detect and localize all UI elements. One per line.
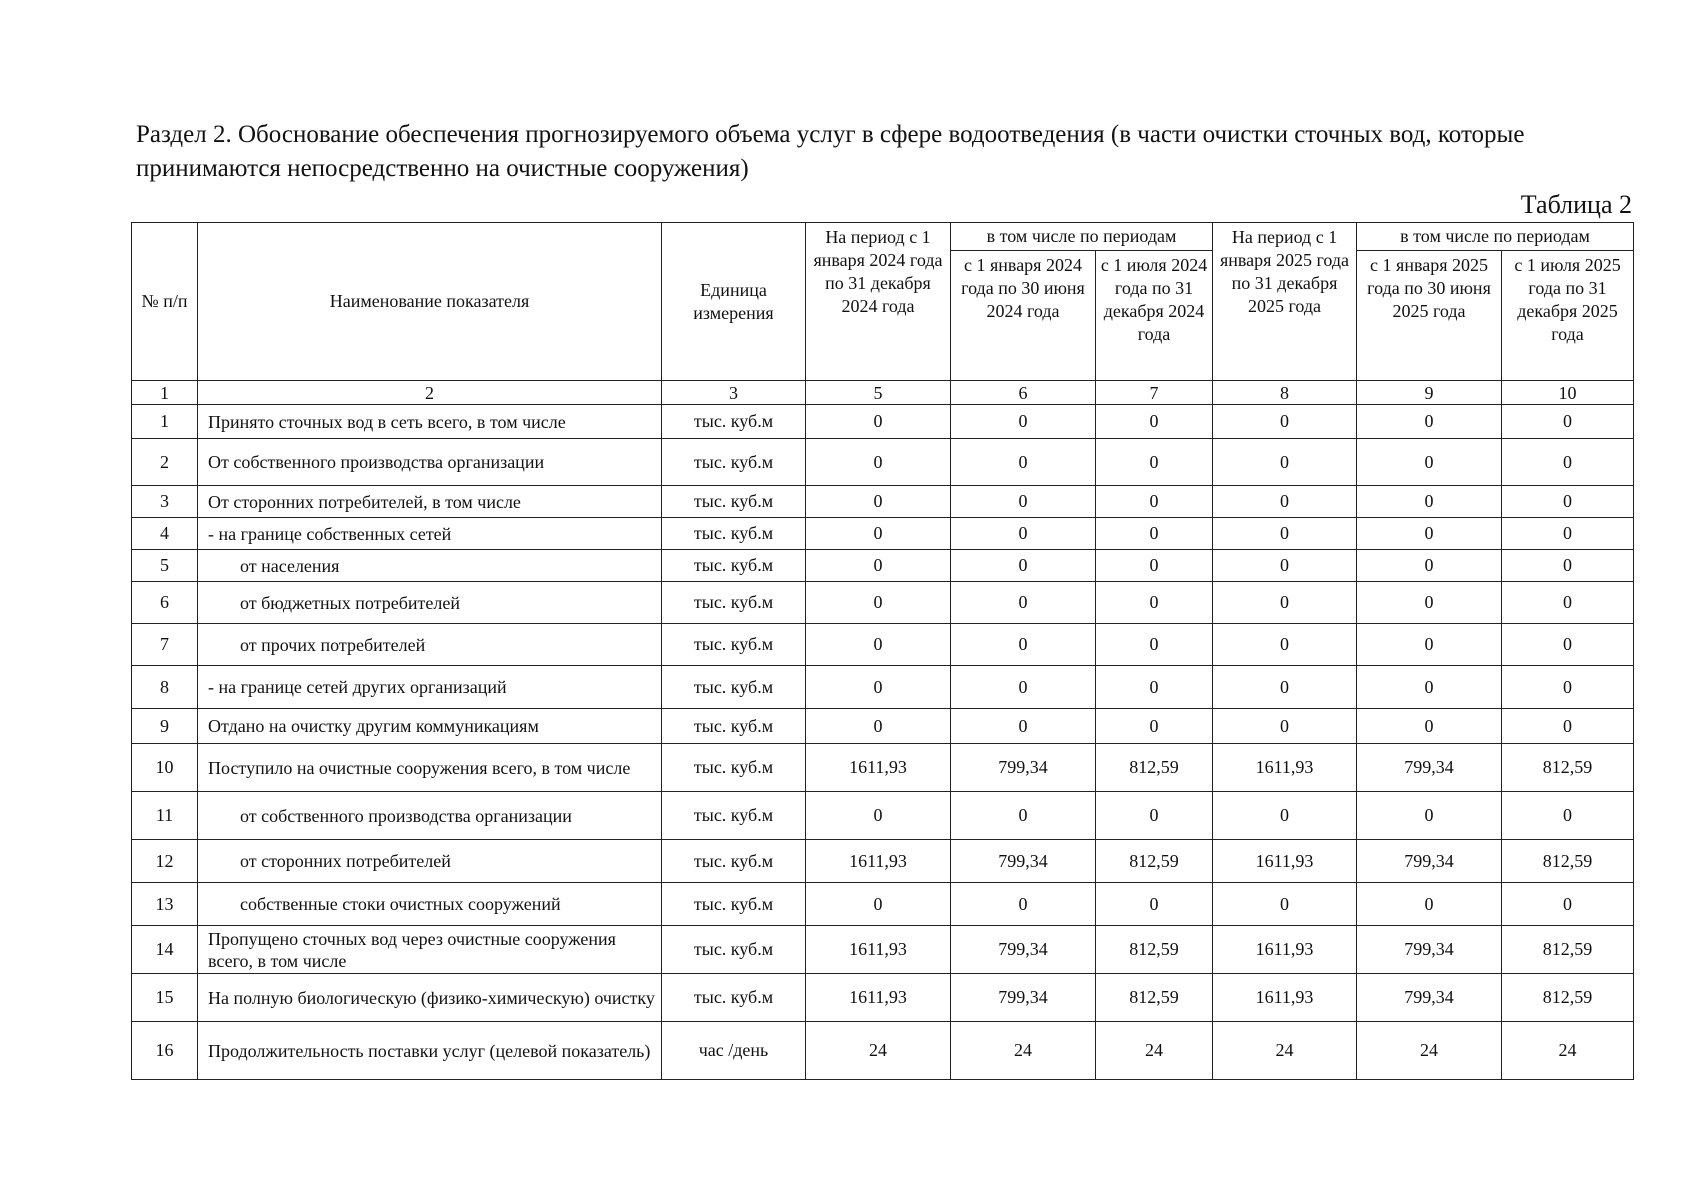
- indicator-name: от сторонних потребителей: [198, 840, 662, 883]
- value-cell: 1611,93: [1213, 840, 1357, 883]
- value-cell: 0: [1502, 582, 1634, 624]
- unit-of-measure: тыс. куб.м: [662, 486, 806, 518]
- value-cell: 0: [951, 792, 1096, 840]
- header-h2-2024: с 1 июля 2024 года по 31 декабря 2024 года: [1096, 251, 1213, 381]
- value-cell: 0: [1502, 883, 1634, 926]
- value-cell: 0: [1357, 405, 1502, 439]
- row-number: 12: [132, 840, 198, 883]
- table-row: [132, 840, 1634, 883]
- table-row: [132, 974, 1634, 1022]
- value-cell: 0: [1502, 518, 1634, 550]
- indicator-name: - на границе сетей других организаций: [198, 666, 662, 709]
- value-cell: 812,59: [1502, 744, 1634, 792]
- unit-of-measure: тыс. куб.м: [662, 550, 806, 582]
- table-row: [132, 624, 1634, 666]
- value-cell: 0: [1357, 666, 1502, 709]
- value-cell: 0: [951, 666, 1096, 709]
- unit-of-measure: тыс. куб.м: [662, 439, 806, 486]
- header-num: № п/п: [132, 223, 198, 381]
- indicator-name: Поступило на очистные сооружения всего, в том числе: [198, 744, 662, 792]
- value-cell: 0: [1096, 666, 1213, 709]
- value-cell: 0: [1213, 518, 1357, 550]
- header-incl-2024: в том числе по периодам: [951, 223, 1213, 251]
- table-row: [132, 439, 1634, 486]
- row-number: 2: [132, 439, 198, 486]
- table-row: [132, 666, 1634, 709]
- row-number: 6: [132, 582, 198, 624]
- value-cell: 799,34: [951, 926, 1096, 974]
- value-cell: 24: [951, 1022, 1096, 1080]
- unit-of-measure: тыс. куб.м: [662, 709, 806, 744]
- value-cell: 0: [1357, 883, 1502, 926]
- value-cell: 0: [951, 883, 1096, 926]
- column-number: 7: [1096, 381, 1213, 405]
- value-cell: 0: [1502, 550, 1634, 582]
- value-cell: 0: [1357, 792, 1502, 840]
- row-number: 8: [132, 666, 198, 709]
- value-cell: 24: [1213, 1022, 1357, 1080]
- value-cell: 799,34: [1357, 840, 1502, 883]
- indicator-name: От сторонних потребителей, в том числе: [198, 486, 662, 518]
- table-row: [132, 883, 1634, 926]
- unit-of-measure: тыс. куб.м: [662, 792, 806, 840]
- value-cell: 0: [1502, 486, 1634, 518]
- value-cell: 1611,93: [806, 974, 951, 1022]
- value-cell: 0: [1213, 709, 1357, 744]
- table-row: [132, 518, 1634, 550]
- table-row: [132, 550, 1634, 582]
- value-cell: 1611,93: [806, 926, 951, 974]
- column-numbers-row: [132, 381, 1634, 405]
- row-number: 14: [132, 926, 198, 974]
- value-cell: 0: [951, 518, 1096, 550]
- column-number: 1: [132, 381, 198, 405]
- value-cell: 0: [1213, 883, 1357, 926]
- value-cell: 1611,93: [806, 744, 951, 792]
- row-number: 5: [132, 550, 198, 582]
- report-table: [131, 222, 1634, 1080]
- unit-of-measure: тыс. куб.м: [662, 883, 806, 926]
- value-cell: 0: [1357, 709, 1502, 744]
- value-cell: 0: [951, 709, 1096, 744]
- indicator-name: От собственного производства организации: [198, 439, 662, 486]
- value-cell: 812,59: [1096, 926, 1213, 974]
- value-cell: 1611,93: [1213, 926, 1357, 974]
- value-cell: 0: [806, 550, 951, 582]
- value-cell: 1611,93: [1213, 974, 1357, 1022]
- value-cell: 1611,93: [806, 840, 951, 883]
- indicator-name: - на границе собственных сетей: [198, 518, 662, 550]
- column-number: 5: [806, 381, 951, 405]
- row-number: 3: [132, 486, 198, 518]
- value-cell: 0: [806, 486, 951, 518]
- value-cell: 24: [1096, 1022, 1213, 1080]
- value-cell: 0: [1213, 666, 1357, 709]
- value-cell: 0: [951, 405, 1096, 439]
- value-cell: 0: [951, 439, 1096, 486]
- value-cell: 0: [1502, 792, 1634, 840]
- value-cell: 812,59: [1096, 974, 1213, 1022]
- row-number: 9: [132, 709, 198, 744]
- value-cell: 812,59: [1502, 974, 1634, 1022]
- value-cell: 0: [806, 518, 951, 550]
- value-cell: 0: [1213, 486, 1357, 518]
- table-row: [132, 486, 1634, 518]
- value-cell: 0: [1502, 709, 1634, 744]
- value-cell: 0: [806, 624, 951, 666]
- value-cell: 0: [1357, 624, 1502, 666]
- value-cell: 0: [806, 883, 951, 926]
- table-row: [132, 582, 1634, 624]
- value-cell: 0: [806, 792, 951, 840]
- indicator-name: Пропущено сточных вод через очистные сооружения всего, в том числе: [198, 926, 662, 974]
- value-cell: 0: [1502, 666, 1634, 709]
- value-cell: 0: [951, 582, 1096, 624]
- value-cell: 0: [1357, 439, 1502, 486]
- header-h2-2025: с 1 июля 2025 года по 31 декабря 2025 года: [1502, 251, 1634, 381]
- table-row: [132, 744, 1634, 792]
- column-number: 6: [951, 381, 1096, 405]
- value-cell: 0: [951, 550, 1096, 582]
- value-cell: 799,34: [1357, 926, 1502, 974]
- table-header: [132, 223, 1634, 405]
- row-number: 4: [132, 518, 198, 550]
- value-cell: 0: [1213, 792, 1357, 840]
- value-cell: 1611,93: [1213, 744, 1357, 792]
- value-cell: 0: [1213, 405, 1357, 439]
- value-cell: 0: [1213, 582, 1357, 624]
- header-h1-2025: с 1 января 2025 года по 30 июня 2025 года: [1357, 251, 1502, 381]
- row-number: 1: [132, 405, 198, 439]
- value-cell: 0: [1357, 518, 1502, 550]
- unit-of-measure: час /день: [662, 1022, 806, 1080]
- value-cell: 0: [1096, 518, 1213, 550]
- value-cell: 24: [1357, 1022, 1502, 1080]
- value-cell: 0: [951, 624, 1096, 666]
- value-cell: 0: [806, 405, 951, 439]
- value-cell: 799,34: [951, 744, 1096, 792]
- value-cell: 0: [1096, 582, 1213, 624]
- table-row: [132, 926, 1634, 974]
- column-number: 8: [1213, 381, 1357, 405]
- column-number: 10: [1502, 381, 1634, 405]
- indicator-name: от населения: [198, 550, 662, 582]
- table-label: Таблица 2: [1520, 190, 1632, 219]
- column-number: 3: [662, 381, 806, 405]
- value-cell: 0: [1213, 624, 1357, 666]
- indicator-name: собственные стоки очистных сооружений: [198, 883, 662, 926]
- value-cell: 24: [806, 1022, 951, 1080]
- header-name: Наименование показателя: [198, 223, 662, 381]
- value-cell: 0: [1096, 709, 1213, 744]
- value-cell: 812,59: [1502, 840, 1634, 883]
- header-period-2024: На период с 1 января 2024 года по 31 декабря 2024 года: [806, 223, 951, 381]
- unit-of-measure: тыс. куб.м: [662, 518, 806, 550]
- value-cell: 0: [1357, 550, 1502, 582]
- table-row: [132, 1022, 1634, 1080]
- indicator-name: На полную биологическую (физико-химическую) очистку: [198, 974, 662, 1022]
- value-cell: 0: [1096, 439, 1213, 486]
- value-cell: 0: [1096, 792, 1213, 840]
- value-cell: 0: [951, 486, 1096, 518]
- column-number: 2: [198, 381, 662, 405]
- column-number: 9: [1357, 381, 1502, 405]
- header-unit: Единица измерения: [662, 223, 806, 381]
- unit-of-measure: тыс. куб.м: [662, 840, 806, 883]
- value-cell: 812,59: [1502, 926, 1634, 974]
- value-cell: 0: [1096, 405, 1213, 439]
- value-cell: 0: [1213, 439, 1357, 486]
- value-cell: 0: [1357, 582, 1502, 624]
- table-body: [132, 405, 1634, 1080]
- value-cell: 799,34: [951, 840, 1096, 883]
- value-cell: 0: [1096, 550, 1213, 582]
- indicator-name: Принято сточных вод в сеть всего, в том числе: [198, 405, 662, 439]
- row-number: 15: [132, 974, 198, 1022]
- document-title: Раздел 2. Обоснование обеспечения прогнозируемого объема услуг в сфере водоотведения (в части очистки сточных вод, которые принимаются непосредственно на очистные сооружения): [136, 121, 1525, 182]
- indicator-name: от прочих потребителей: [198, 624, 662, 666]
- value-cell: 0: [1096, 624, 1213, 666]
- row-number: 10: [132, 744, 198, 792]
- table-row: [132, 405, 1634, 439]
- indicator-name: Продолжительность поставки услуг (целевой показатель): [198, 1022, 662, 1080]
- unit-of-measure: тыс. куб.м: [662, 405, 806, 439]
- unit-of-measure: тыс. куб.м: [662, 666, 806, 709]
- value-cell: 0: [1096, 883, 1213, 926]
- value-cell: 812,59: [1096, 840, 1213, 883]
- value-cell: 0: [1213, 550, 1357, 582]
- indicator-name: от бюджетных потребителей: [198, 582, 662, 624]
- value-cell: 0: [1357, 486, 1502, 518]
- value-cell: 812,59: [1096, 744, 1213, 792]
- row-number: 16: [132, 1022, 198, 1080]
- header-period-2025: На период с 1 января 2025 года по 31 декабря 2025 года: [1213, 223, 1357, 381]
- unit-of-measure: тыс. куб.м: [662, 582, 806, 624]
- row-number: 13: [132, 883, 198, 926]
- value-cell: 799,34: [1357, 744, 1502, 792]
- unit-of-measure: тыс. куб.м: [662, 974, 806, 1022]
- value-cell: 0: [806, 666, 951, 709]
- unit-of-measure: тыс. куб.м: [662, 926, 806, 974]
- table-row: [132, 709, 1634, 744]
- value-cell: 0: [806, 582, 951, 624]
- value-cell: 0: [1502, 624, 1634, 666]
- indicator-name: от собственного производства организации: [198, 792, 662, 840]
- value-cell: 0: [1502, 405, 1634, 439]
- value-cell: 799,34: [951, 974, 1096, 1022]
- unit-of-measure: тыс. куб.м: [662, 624, 806, 666]
- header-incl-2025: в том числе по периодам: [1357, 223, 1634, 251]
- unit-of-measure: тыс. куб.м: [662, 744, 806, 792]
- value-cell: 0: [1502, 439, 1634, 486]
- row-number: 7: [132, 624, 198, 666]
- value-cell: 24: [1502, 1022, 1634, 1080]
- value-cell: 0: [806, 439, 951, 486]
- value-cell: 799,34: [1357, 974, 1502, 1022]
- value-cell: 0: [806, 709, 951, 744]
- indicator-name: Отдано на очистку другим коммуникациям: [198, 709, 662, 744]
- value-cell: 0: [1096, 486, 1213, 518]
- row-number: 11: [132, 792, 198, 840]
- table-row: [132, 792, 1634, 840]
- header-h1-2024: с 1 января 2024 года по 30 июня 2024 года: [951, 251, 1096, 381]
